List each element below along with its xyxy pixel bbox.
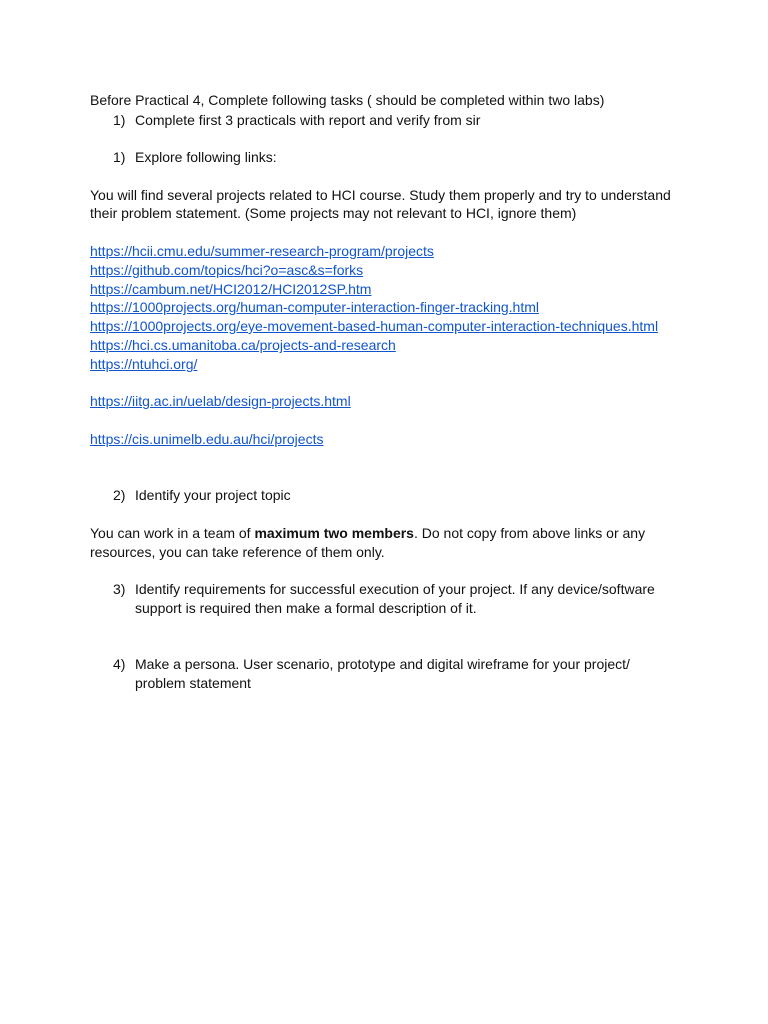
task4-text-line1: Make a persona. User scenario, prototype and digital wireframe for your project/ bbox=[135, 656, 630, 672]
link-1000projects-finger-tracking[interactable]: https://1000projects.org/human-computer-interaction-finger-tracking.html bbox=[90, 299, 539, 315]
link-iitg[interactable]: https://iitg.ac.in/uelab/design-projects.html bbox=[90, 393, 351, 409]
link-cambum[interactable]: https://cambum.net/HCI2012/HCI2012SP.htm bbox=[90, 281, 372, 297]
team-note-suffix: . Do not copy from above links or any bbox=[413, 525, 646, 541]
explore-description-line2: their problem statement. (Some projects may not relevant to HCI, ignore them) bbox=[90, 205, 577, 221]
task3-number: 3) bbox=[113, 581, 126, 597]
team-note-line2: resources, you can take reference of them only. bbox=[90, 544, 385, 560]
task2-number: 2) bbox=[113, 487, 126, 503]
task4-number: 4) bbox=[113, 656, 126, 672]
task1-number: 1) bbox=[113, 112, 126, 128]
link-hcii-cmu[interactable]: https://hcii.cmu.edu/summer-research-program/projects bbox=[90, 243, 434, 259]
link-unimelb[interactable]: https://cis.unimelb.edu.au/hci/projects bbox=[90, 431, 324, 447]
task2-text: Identify your project topic bbox=[135, 487, 291, 503]
task3-text-line1: Identify requirements for successful execution of your project. If any device/software bbox=[135, 581, 655, 597]
task-explore-number: 1) bbox=[113, 149, 126, 165]
link-umanitoba[interactable]: https://hci.cs.umanitoba.ca/projects-and-research bbox=[90, 337, 396, 353]
intro-text: Before Practical 4, Complete following tasks ( should be completed within two labs) bbox=[90, 92, 605, 108]
link-github-hci[interactable]: https://github.com/topics/hci?o=asc&s=forks bbox=[90, 262, 364, 278]
link-ntuhci[interactable]: https://ntuhci.org/ bbox=[90, 356, 198, 372]
link-1000projects-eye-movement[interactable]: https://1000projects.org/eye-movement-based-human-computer-interaction-techniques.html bbox=[90, 318, 659, 334]
explore-description-line1: You will find several projects related to HCI course. Study them properly and try to understand bbox=[90, 187, 671, 203]
team-note-bold: maximum two members bbox=[254, 525, 414, 541]
team-note-line1 bbox=[90, 524, 645, 543]
task-explore-text: Explore following links: bbox=[135, 149, 277, 165]
task3-text-line2: support is required then make a formal description of it. bbox=[135, 600, 477, 616]
team-note-prefix: You can work in a team of bbox=[90, 525, 255, 541]
task1-text: Complete first 3 practicals with report and verify from sir bbox=[135, 112, 481, 128]
task4-text-line2: problem statement bbox=[135, 675, 251, 691]
